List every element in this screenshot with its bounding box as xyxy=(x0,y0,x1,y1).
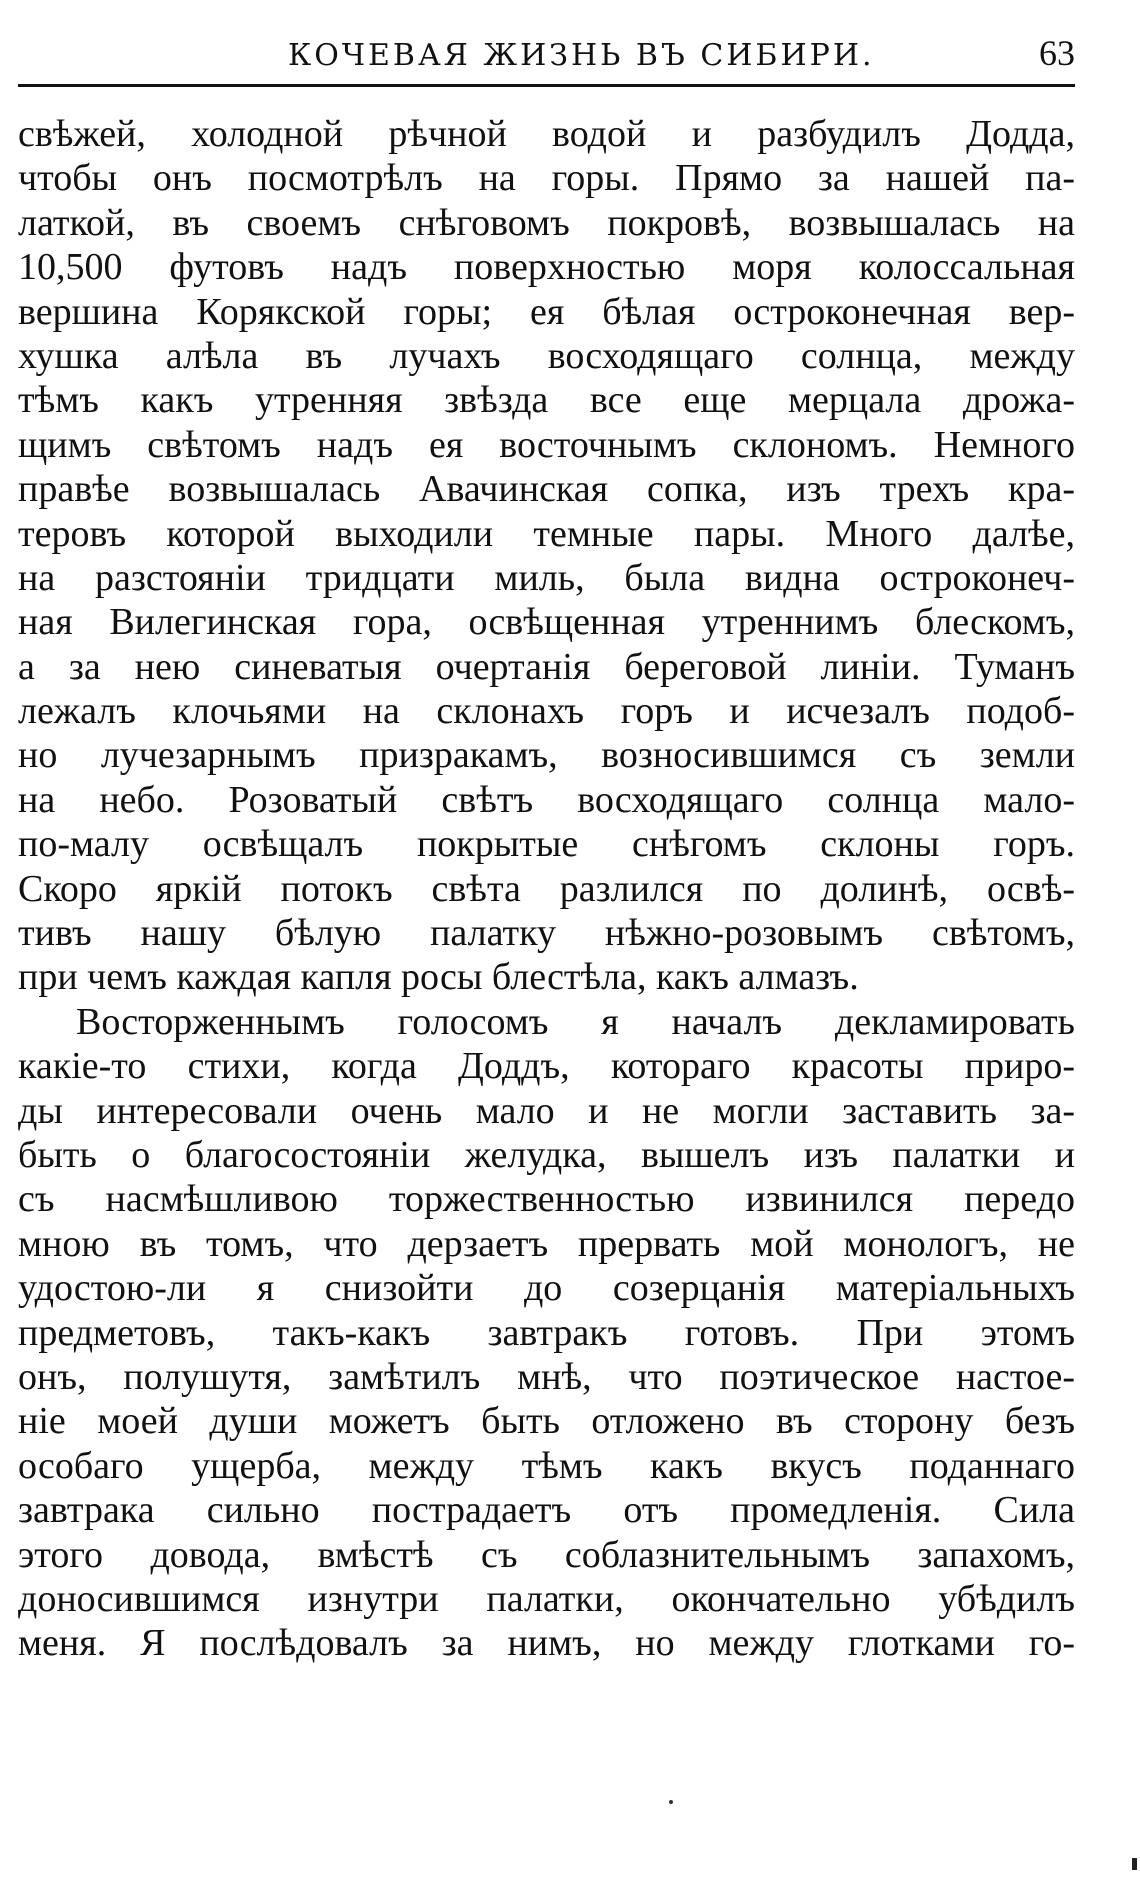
paragraph-1 xyxy=(18,112,1075,1000)
text-line: по-малу освѣщалъ покрытые снѣгомъ склоны горъ. xyxy=(18,823,1075,866)
text-line: съ насмѣшливою торжественностью извинился передо xyxy=(18,1178,1075,1221)
text-line: ніе моей души можетъ быть отложено въ сторону безъ xyxy=(18,1400,1075,1443)
text-line: особаго ущерба, между тѣмъ какъ вкусъ поданнаго xyxy=(18,1444,1075,1487)
text-line: а за нею синеватыя очертанія береговой линіи. Туманъ xyxy=(18,645,1075,688)
running-head xyxy=(18,28,1075,87)
text-line: тѣмъ какъ утренняя звѣзда все еще мерцала дрожа- xyxy=(18,379,1075,422)
text-line: онъ, полушутя, замѣтилъ мнѣ, что поэтическое настое- xyxy=(18,1355,1075,1398)
text-line: вершина Корякской горы; ея бѣлая остроконечная вер- xyxy=(18,290,1075,333)
text-line: на небо. Розоватый свѣтъ восходящаго солнца мало- xyxy=(18,778,1075,821)
text-line: мною въ томъ, что дерзаетъ прервать мой монологъ, не xyxy=(18,1222,1075,1265)
text-line: теровъ которой выходили темные пары. Много далѣе, xyxy=(18,512,1075,555)
text-line: при чемъ каждая капля росы блестѣла, какъ алмазъ. xyxy=(18,956,859,999)
text-line: Восторженнымъ голосомъ я началъ декламировать xyxy=(76,1000,1075,1043)
text-line: правѣе возвышалась Авачинская сопка, изъ трехъ кра- xyxy=(18,468,1075,511)
text-line: тивъ нашу бѣлую палатку нѣжно-розовымъ свѣтомъ, xyxy=(18,912,1075,955)
text-line: щимъ свѣтомъ надъ ея восточнымъ склономъ. Немного xyxy=(18,423,1075,466)
text-line: ды интересовали очень мало и не могли заставить за- xyxy=(18,1089,1075,1132)
page-number: 63 xyxy=(1039,33,1075,73)
text-line: чтобы онъ посмотрѣлъ на горы. Прямо за нашей па- xyxy=(18,157,1075,200)
text-line: предметовъ, такъ-какъ завтракъ готовъ. При этомъ xyxy=(18,1311,1075,1354)
text-line: хушка алѣла въ лучахъ восходящаго солнца, между xyxy=(18,334,1075,377)
text-line: какіе-то стихи, когда Доддъ, котораго красоты приро- xyxy=(18,1045,1075,1088)
text-body xyxy=(18,112,1075,1666)
text-line: но лучезарнымъ призракамъ, возносившимся съ земли xyxy=(18,734,1075,777)
text-line: лежалъ клочьями на склонахъ горъ и исчезалъ подоб- xyxy=(18,690,1075,733)
text-line: Скоро яркій потокъ свѣта разлился по долинѣ, освѣ- xyxy=(18,867,1075,910)
running-head-title: КОЧЕВАЯ ЖИЗНЬ ВЪ СИБИРИ. xyxy=(288,38,875,73)
scan-edge-mark xyxy=(1132,1858,1137,1870)
text-line: свѣжей, холодной рѣчной водой и разбудилъ Додда, xyxy=(18,113,1075,155)
text-line: быть о благосостояніи желудка, вышелъ изъ палатки и xyxy=(18,1133,1075,1176)
text-line: завтрака сильно пострадаетъ отъ промедленія. Сила xyxy=(18,1489,1075,1532)
text-line: 10,500 футовъ надъ поверхностью моря колоссальная xyxy=(18,246,1075,289)
text-line: этого довода, вмѣстѣ съ соблазнительнымъ запахомъ, xyxy=(18,1533,1075,1576)
text-line: удостою-ли я снизойти до созерцанія матеріальныхъ xyxy=(18,1267,1075,1310)
text-line: латкой, въ своемъ снѣговомъ покровѣ, возвышалась на xyxy=(18,201,1075,244)
text-line: ная Вилегинская гора, освѣщенная утреннимъ блескомъ, xyxy=(18,601,1075,644)
paragraph-2 xyxy=(18,1000,1075,1666)
text-line: меня. Я послѣдовалъ за нимъ, но между глотками го- xyxy=(18,1622,1075,1665)
text-line: на разстояніи тридцати миль, была видна остроконеч- xyxy=(18,556,1075,599)
scan-speck xyxy=(669,1800,673,1804)
text-line: доносившимся изнутри палатки, окончательно убѣдилъ xyxy=(18,1577,1075,1620)
